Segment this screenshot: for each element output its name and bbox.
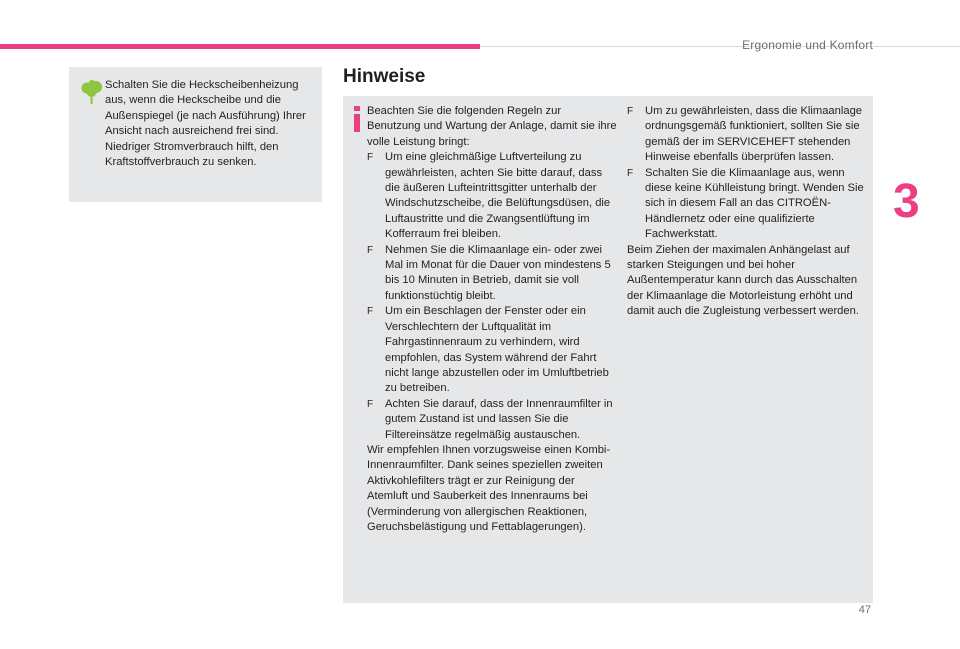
bullet-text: Um ein Beschlagen der Fenster oder ein Verschlechtern der Luftqualität im Fahrgastinnenraum zu verhindern, wird empfohlen, das System während der Fahrt nicht lange abzustellen oder im Umluftbetrieb zu betreiben. xyxy=(385,305,609,395)
checkbox-marker-icon: F xyxy=(627,167,634,179)
eco-tip-text: Schalten Sie die Heckscheibenheizung aus, wenn die Heckscheibe und die Außenspiegel (je nach Ausführung) Ihrer Ansicht nach ausreichend frei sind. Niedriger Stromverbrauch hilft, den Kraftstoffverbrauch zu senken. xyxy=(105,79,306,169)
list-item xyxy=(367,304,617,396)
list-item xyxy=(367,397,617,443)
list-item xyxy=(367,243,617,305)
notes-closing-left: Wir empfehlen Ihnen vorzugsweise einen Kombi-Innenraumfilter. Dank seines speziellen zweiten Aktivkohlefilters trägt er zur Reinigung der Atemluft und Sauberkeit des Innenraums bei (Verminderung von allergischen Reaktionen, Geruchsbelästigung und Fettablagerungen). xyxy=(367,443,611,533)
info-icon xyxy=(352,106,362,132)
notes-intro: Beachten Sie die folgenden Regeln zur Benutzung und Wartung der Anlage, damit sie ihre volle Leistung bringt: xyxy=(367,105,617,148)
notes-right-column xyxy=(627,104,869,320)
list-item xyxy=(627,104,869,166)
leaf-icon xyxy=(81,80,103,106)
checkbox-marker-icon: F xyxy=(627,106,634,117)
header-accent-bar xyxy=(0,44,480,49)
bullet-text: Um eine gleichmäßige Luftverteilung zu gewährleisten, achten Sie bitte darauf, dass die äußeren Lufteintrittsgitter unterhalb der Windschutzscheibe, die Belüftungsdüsen, die Luftaustritte und die Zwangsentlüftung im Kofferraum frei bleiben. xyxy=(385,151,611,241)
chapter-number: 3 xyxy=(893,175,920,228)
bullet-text: Schalten Sie die Klimaanlage aus, wenn diese keine Kühlleistung bringt. Wenden Sie sich in diesem Fall an das CITROËN-Händlernetz oder eine qualifizierte Fachwerkstatt. xyxy=(645,166,864,241)
notes-left-column xyxy=(367,104,617,535)
bullet-text: Nehmen Sie die Klimaanlage ein- oder zwei Mal im Monat für die Dauer von mindestens 5 bis 10 Minuten in Betrieb, damit sie voll funktionstüchtig bleibt. xyxy=(385,243,611,302)
notes-box xyxy=(343,96,873,603)
header-rule xyxy=(480,46,960,47)
eco-tip-box xyxy=(69,67,322,202)
checkbox-marker-icon: F xyxy=(367,398,374,410)
running-header: Ergonomie und Komfort xyxy=(742,38,873,52)
bullet-text: Um zu gewährleisten, dass die Klimaanlage ordnungsgemäß funktioniert, sollten Sie sie gemäß der im SERVICEHEFT stehenden Hinweise ebenfalls überprüfen lassen. xyxy=(645,105,863,164)
list-item xyxy=(627,166,869,243)
list-item xyxy=(367,150,617,242)
checkbox-marker-icon: F xyxy=(367,152,374,164)
notes-closing-right: Beim Ziehen der maximalen Anhängelast auf starken Steigungen und bei hoher Außentemperatur kann durch das Ausschalten der Klimaanlage die Motorleistung erhöht und damit auch die Zugleistung verbessert werden. xyxy=(627,243,859,318)
checkbox-marker-icon: F xyxy=(367,244,374,256)
bullet-text: Achten Sie darauf, dass der Innenraumfilter in gutem Zustand ist und lassen Sie die Filtereinsätze regelmäßig austauschen. xyxy=(385,397,613,441)
checkbox-marker-icon: F xyxy=(367,306,374,318)
section-title: Hinweise xyxy=(343,66,426,87)
page-number: 47 xyxy=(858,604,871,616)
